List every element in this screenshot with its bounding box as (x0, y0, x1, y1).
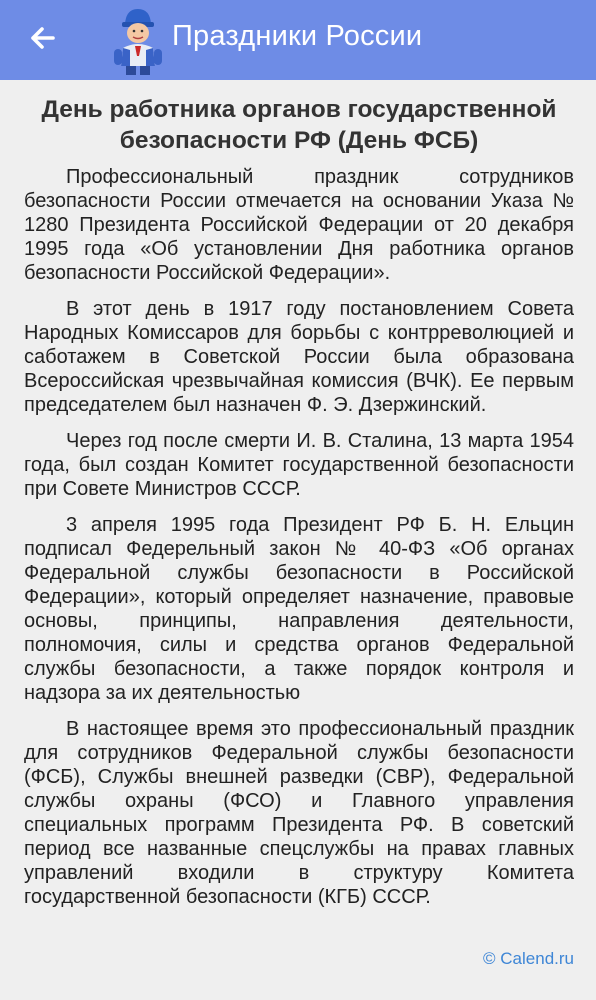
app-title: Праздники России (172, 20, 423, 52)
article (0, 80, 596, 909)
article-paragraph-5: В настоящее время это профессиональный праздник для сотрудников Федеральной службы безопасности (ФСБ), Службы внешней разведки (СВР), Федеральной службы охраны (ФСО) и Главного управления специальных программ Президента РФ. В советский период все названные спецслужбы на правах главных управлений входили в структуру Комитета государственной безопасности (КГБ) СССР. (24, 718, 574, 908)
article-paragraph-1: Профессиональный праздник сотрудников безопасности России отмечается на основании Указа № 1280 Президента Российской Федерации от 20 декабря 1995 года «Об установлении Дня работника органов безопасности Российской Федерации». (24, 166, 574, 284)
app-bar (0, 0, 596, 80)
article-paragraph-3: Через год после смерти И. В. Сталина, 13 марта 1954 года, был создан Комитет государственной безопасности при Совете Министров СССР. (24, 430, 574, 500)
mascot-logo (108, 4, 168, 76)
article-paragraph-2: В этот день в 1917 году постановлением Совета Народных Комиссаров для борьбы с контрреволюцией и саботажем в Советской России была образована Всероссийская чрезвычайная комиссия (ВЧК). Ее первым председателем был назначен Ф. Э. Дзержинский. (24, 298, 574, 416)
article-title: День работника органов государственной безопасности РФ (День ФСБ) (41, 96, 557, 154)
article-paragraph-4: 3 апреля 1995 года Президент РФ Б. Н. Ельцин подписал Федерельный закон № 40-ФЗ «Об органах Федеральной службы безопасности в Российской Федерации», который определяет назначение, правовые основы, принципы, направления деятельности, полномочия, силы и средства органов Федеральной службы безопасности, а также порядок контроля и надзора за их деятельностью (24, 514, 574, 704)
source-credit-link[interactable]: © Calend.ru (483, 949, 574, 968)
arrow-back-icon[interactable] (26, 22, 58, 54)
